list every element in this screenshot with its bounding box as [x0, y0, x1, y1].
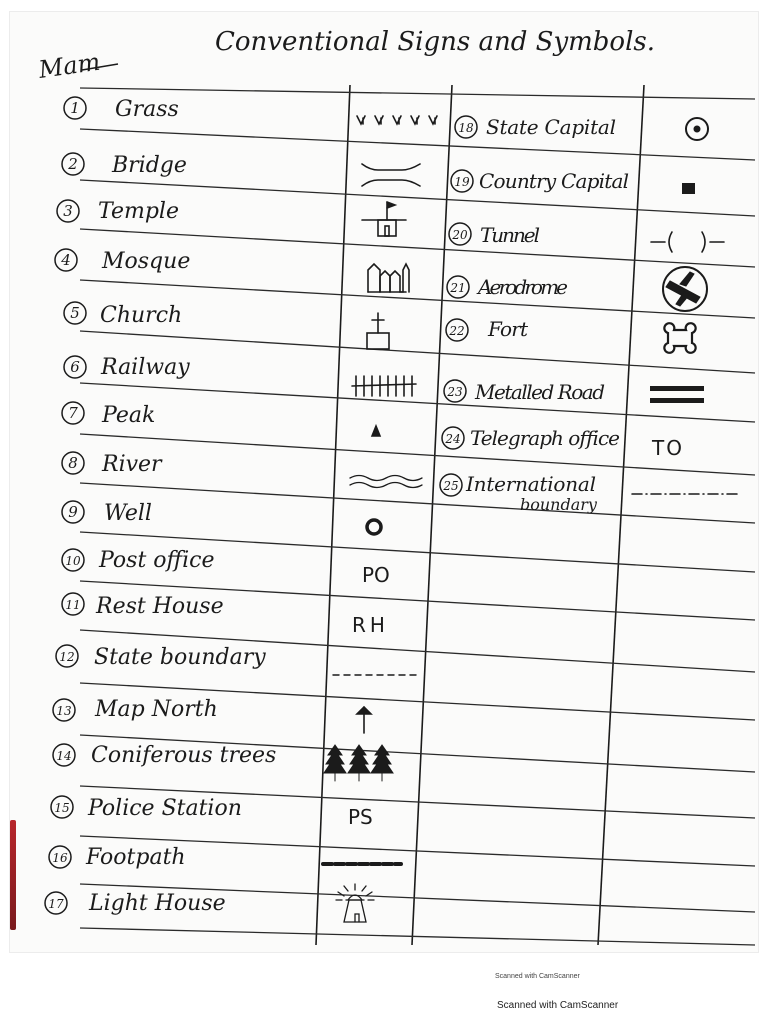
item-number: 21: [450, 281, 466, 295]
well-icon: [367, 520, 381, 534]
right-item-list: [440, 115, 629, 514]
item-name: Tunnel: [480, 223, 540, 247]
left-list-item: [62, 452, 163, 477]
item-name-line2: boundary: [520, 495, 597, 514]
left-list-item: [62, 548, 215, 573]
church-icon: [367, 313, 389, 349]
left-list-item: [55, 249, 190, 274]
railway-icon: [352, 376, 416, 396]
temple-icon: [362, 202, 406, 236]
item-name: Post office: [99, 548, 215, 573]
item-number: 15: [54, 801, 70, 815]
item-number: 18: [458, 121, 474, 135]
item-name: Country Capital: [479, 169, 629, 193]
item-name: Mosque: [102, 249, 191, 274]
mosque-icon: [368, 264, 409, 292]
right-list-item: [442, 426, 620, 450]
right-list-item: [451, 169, 629, 193]
item-name: River: [102, 452, 162, 477]
left-list-item: [62, 402, 155, 428]
left-list-item: [53, 743, 276, 768]
bridge-icon: [362, 164, 420, 186]
item-number: 13: [56, 704, 72, 718]
left-list-item: [62, 153, 187, 178]
item-name: State boundary: [94, 645, 266, 670]
item-number: 8: [68, 454, 78, 472]
item-name: International: [466, 472, 596, 496]
item-number: 10: [65, 554, 81, 568]
left-list-item: [56, 645, 266, 670]
scanner-watermark: Scanned with CamScanner: [497, 1000, 619, 1011]
item-name: Grass: [115, 97, 179, 122]
left-list-item: [49, 845, 186, 870]
fort-icon: [664, 323, 695, 353]
river-icon: [350, 476, 422, 488]
item-number: 16: [52, 851, 68, 865]
left-list-item: [62, 593, 224, 619]
left-list-item: [64, 355, 190, 380]
item-number: 17: [48, 897, 64, 911]
post-office-symbol: PO: [362, 563, 390, 587]
item-name: Police Station: [88, 796, 242, 821]
item-number: 3: [63, 202, 73, 220]
right-list-item: [455, 115, 616, 139]
item-number: 20: [452, 228, 468, 242]
item-name: Coniferous trees: [91, 743, 277, 768]
country-capital-icon: [683, 184, 694, 193]
item-name: Telegraph office: [470, 426, 620, 450]
police-station-symbol: PS: [348, 805, 373, 829]
item-name: Church: [100, 303, 183, 328]
item-name: Railway: [101, 355, 190, 380]
item-number: 25: [443, 479, 459, 493]
author-mark: Mam: [36, 47, 102, 84]
item-number: 14: [56, 749, 72, 763]
item-number: 4: [61, 251, 71, 269]
right-list-item: [449, 223, 540, 247]
left-list-item: [62, 501, 152, 526]
metalled-road-icon: [650, 386, 704, 403]
item-number: 7: [68, 404, 78, 422]
right-list-item: [446, 317, 529, 341]
item-number: 6: [70, 358, 80, 376]
item-number: 2: [68, 155, 78, 173]
item-number: 24: [445, 432, 461, 446]
item-name: Map North: [95, 697, 218, 722]
item-number: 12: [59, 650, 75, 664]
right-list-item: [447, 275, 568, 299]
item-name: Rest House: [96, 594, 224, 619]
left-list-item: [64, 302, 182, 328]
coniferous-trees-icon: [324, 745, 393, 781]
telegraph-office-symbol: TO: [652, 436, 684, 460]
lighthouse-icon: [336, 884, 374, 922]
item-name: Light House: [89, 891, 226, 916]
item-number: 5: [70, 304, 80, 322]
item-number: 9: [68, 503, 78, 521]
left-list-item: [51, 796, 242, 821]
item-number: 22: [449, 324, 465, 338]
item-name: Fort: [488, 317, 528, 341]
left-list-item: [64, 97, 179, 122]
item-number: 19: [454, 175, 470, 189]
item-name: Bridge: [112, 153, 187, 178]
item-name: State Capital: [486, 115, 616, 139]
item-name: Temple: [98, 199, 179, 224]
item-name: Footpath: [86, 845, 186, 870]
page-title: Conventional Signs and Symbols.: [215, 27, 656, 57]
north-arrow-icon: [357, 707, 371, 733]
left-list-item: [45, 891, 226, 916]
item-name: Aerodrome: [478, 275, 568, 299]
scanner-watermark-small: Scanned with CamScanner: [495, 973, 580, 980]
aerodrome-icon: [663, 267, 707, 311]
right-list-item: [440, 472, 598, 514]
item-name: Well: [104, 501, 152, 526]
grass-icon: [357, 116, 437, 124]
rest-house-symbol: RH: [352, 613, 389, 637]
right-list-item: [444, 380, 605, 404]
left-list-item: [57, 199, 179, 224]
tunnel-icon: [651, 232, 724, 252]
item-name: Metalled Road: [475, 380, 605, 404]
item-name: Peak: [102, 403, 156, 428]
item-number: 1: [70, 99, 80, 117]
item-number: 23: [447, 385, 463, 399]
left-list-item: [53, 697, 218, 722]
item-number: 11: [65, 598, 81, 612]
state-capital-icon: [686, 118, 708, 140]
peak-icon: [372, 426, 380, 436]
